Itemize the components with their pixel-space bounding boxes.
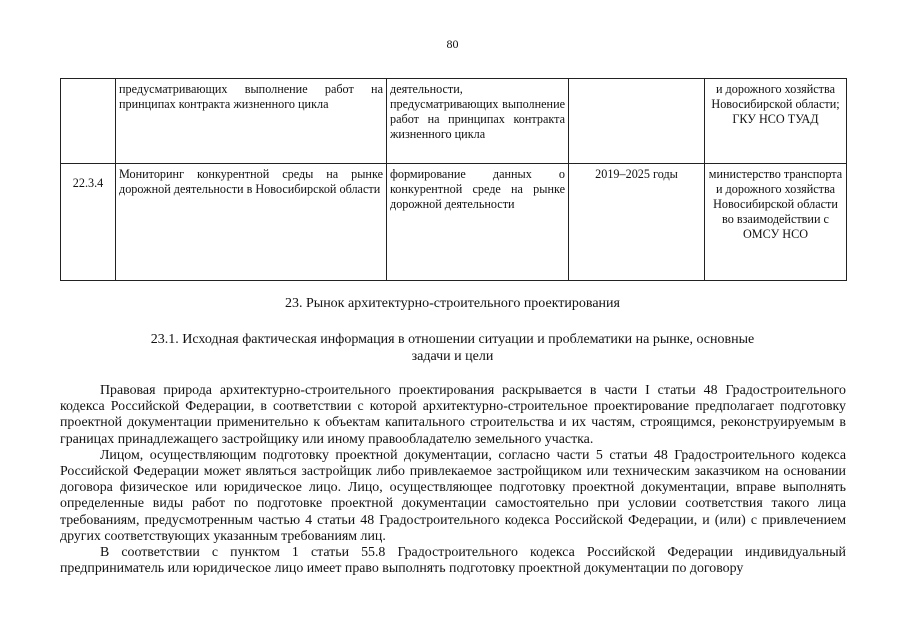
paragraph: Правовая природа архитектурно-строительного проектирования раскрывается в части I статьи 48 Градостроительного кодекса Российской Федерации, в соответствии с которой архитектурно-строительное проектирование предполагает подготовку проектной документации применительно к объектам капитального строительства и их частям, строящимся, реконструируемым в границах принадлежащего застройщику или иному правообладателю земельного участка.: [60, 383, 846, 447]
cell-result: деятельности, предусматривающих выполнение работ на принципах контракта жизненного цикла: [387, 79, 569, 164]
cell-result: формирование данных о конкурентной среде на рынке дорожной деятельности: [387, 164, 569, 281]
table-row: [61, 79, 847, 164]
subsection-title: 23.1. Исходная фактическая информация в отношении ситуации и проблематики на рынке, основные задачи и цели: [150, 332, 755, 364]
paragraph: Лицом, осуществляющим подготовку проектной документации, согласно части 5 статьи 48 Градостроительного кодекса Российской Федерации может являться застройщик либо привлекаемое застройщиком или техническим заказчиком на основании договора физическое или юридическое лицо. Лицо, осуществляющее подготовку проектной документации, вправе выполнять определенные виды работ по подготовке проектной документации самостоятельно при условии соответствия такого лица требованиям, предусмотренным частью 4 статьи 48 Градостроительного кодекса Российской Федерации, и (или) с привлечением других соответствующих указанным требованиям лиц.: [60, 447, 846, 544]
paragraph: В соответствии с пунктом 1 статьи 55.8 Градостроительного кодекса Российской Федерации индивидуальный предприниматель или юридическое лицо имеет право выполнять подготовку проектной документации по договору: [60, 545, 846, 577]
measures-table: [60, 78, 847, 281]
section-title: 23. Рынок архитектурно-строительного проектирования: [285, 296, 620, 311]
page-number: 80: [446, 37, 459, 51]
body-text: [60, 383, 846, 577]
cell-activity: предусматривающих выполнение работ на принципах контракта жизненного цикла: [116, 79, 387, 164]
cell-term: [569, 79, 705, 164]
table-row: [61, 164, 847, 281]
cell-number: 22.3.4: [61, 164, 116, 281]
cell-responsible: и дорожного хозяйства Новосибирской области; ГКУ НСО ТУАД: [705, 79, 847, 164]
cell-activity: Мониторинг конкурентной среды на рынке дорожной деятельности в Новосибирской области: [116, 164, 387, 281]
cell-number: [61, 79, 116, 164]
cell-term: 2019–2025 годы: [569, 164, 705, 281]
cell-responsible: министерство транспорта и дорожного хозяйства Новосибирской области во взаимодействии с ОМСУ НСО: [705, 164, 847, 281]
